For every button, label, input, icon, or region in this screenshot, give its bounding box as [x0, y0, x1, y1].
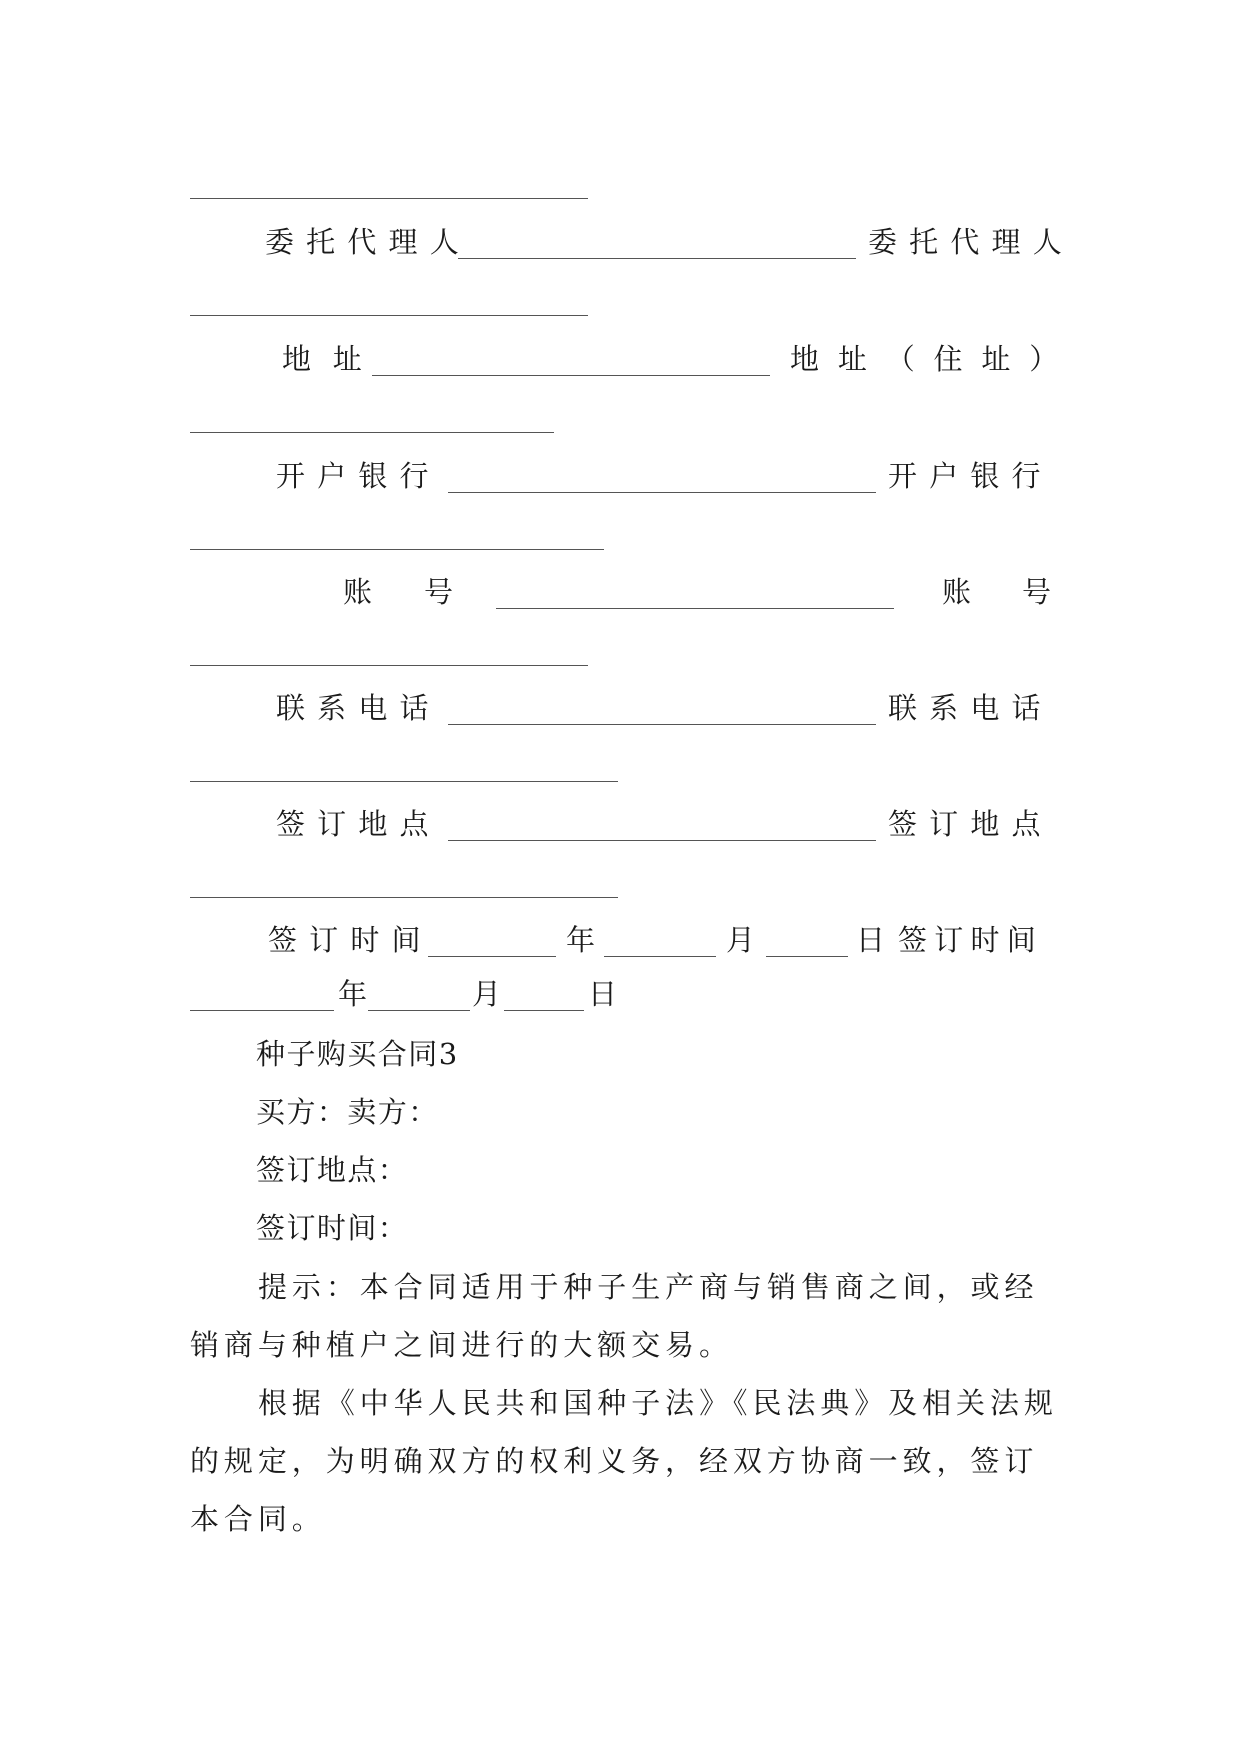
address-blank-a — [372, 375, 770, 376]
agent-label-a: 委托代理人 — [265, 225, 471, 259]
phone-blank-b — [190, 781, 618, 782]
basis-paragraph — [190, 1374, 1058, 1548]
place-blank-a — [448, 840, 876, 841]
bank-label-b: 开户银行 — [888, 459, 1053, 493]
tip-text: 提示：本合同适用于种子生产商与销售商之间，或经销商与种植户之间进行的大额交易。 — [190, 1270, 1039, 1362]
account-blank-a — [496, 608, 894, 609]
bank-blank-a — [448, 492, 876, 493]
day-label-a: 日 — [856, 923, 886, 957]
address-label-a: 地址 — [282, 342, 384, 376]
month-blank-a — [604, 956, 716, 957]
basis-text: 根据《中华人民共和国种子法》《民法典》及相关法规的规定，为明确双方的权利义务，经双方协商一致，签订本合同。 — [190, 1386, 1058, 1536]
address-blank-b — [190, 432, 554, 433]
parties-line: 买方：卖方： — [256, 1095, 439, 1129]
agent-blank-a — [458, 258, 856, 259]
tip-paragraph — [190, 1258, 1058, 1374]
phone-label-b: 联系电话 — [888, 691, 1053, 725]
phone-blank-a — [448, 724, 876, 725]
address-label-b: 地址（住址） — [790, 342, 1078, 376]
place-label-b: 签订地点 — [888, 807, 1053, 841]
account-label-b2: 号 — [1022, 575, 1052, 609]
month-label-a: 月 — [726, 923, 756, 957]
month-label-b: 月 — [472, 977, 502, 1011]
year-blank-b — [190, 1010, 334, 1011]
year-blank-a — [428, 956, 556, 957]
agent-label-b: 委托代理人 — [868, 225, 1074, 259]
year-label-a: 年 — [566, 923, 596, 957]
month-blank-b — [368, 1010, 470, 1011]
time-label-a: 签订时间 — [268, 923, 433, 957]
time-label-b: 签订时间 — [898, 923, 1044, 957]
year-label-b: 年 — [338, 977, 368, 1011]
day-blank-b — [504, 1010, 584, 1011]
blank-line — [190, 198, 588, 199]
phone-label-a: 联系电话 — [276, 691, 441, 725]
sign-place-line: 签订地点： — [256, 1153, 409, 1187]
contract-title: 种子购买合同3 — [256, 1037, 459, 1071]
account-label-a2: 号 — [424, 575, 454, 609]
bank-label-a: 开户银行 — [276, 459, 441, 493]
place-label-a: 签订地点 — [276, 807, 441, 841]
bank-blank-b — [190, 549, 604, 550]
day-blank-a — [766, 956, 848, 957]
agent-blank-b — [190, 315, 588, 316]
place-blank-b — [190, 897, 618, 898]
account-label-a1: 账 — [343, 575, 373, 609]
account-blank-b — [190, 665, 588, 666]
day-label-b: 日 — [588, 977, 618, 1011]
sign-time-line: 签订时间： — [256, 1211, 409, 1245]
account-label-b1: 账 — [942, 575, 972, 609]
